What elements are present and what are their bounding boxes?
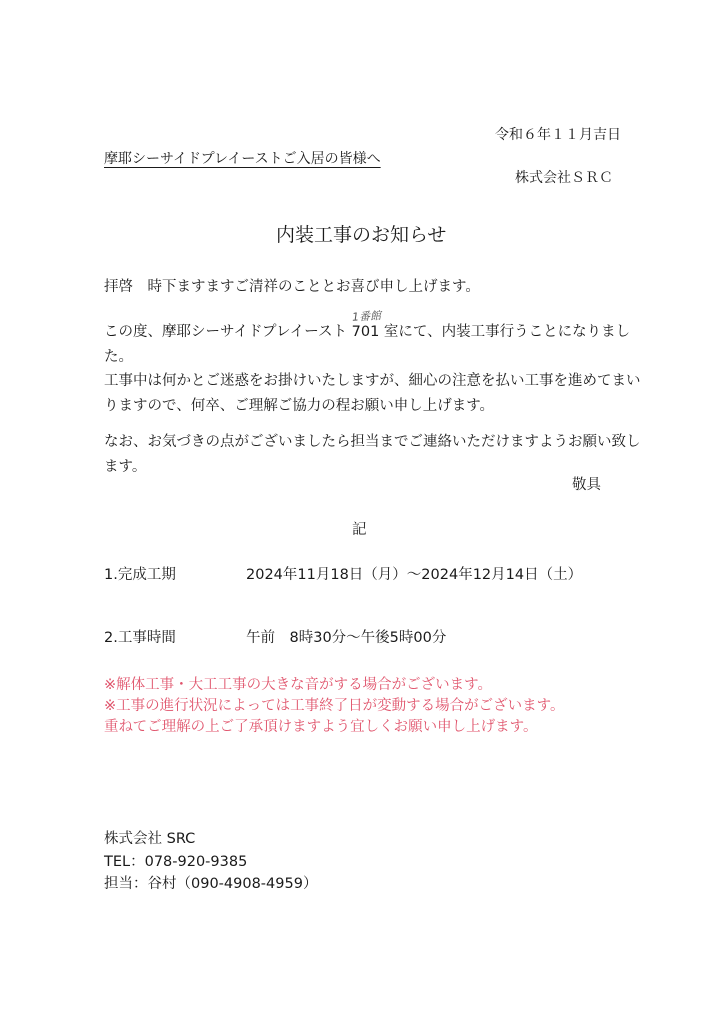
body-paragraph-3: なお、お気づきの点がございましたら担当までご連絡いただけますようお願い致します。 [104,434,641,475]
item-label-work-hours: 2.工事時間 [104,630,176,646]
item-value-completion-period: 2024年11月18日（月）～2024年12月14日（土） [246,567,583,583]
body-paragraph-2: 工事中は何かとご迷惑をお掛けいたしますが、細心の注意を払い工事を進めてまいりますので、何卒、ご理解ご協力の程お願い申し上げます。 [104,373,641,414]
contact-company: 株式会社 SRC [104,831,196,847]
ki-heading: 記 [352,522,367,538]
recipient-line: 摩耶シーサイドプレイーストご入居の皆様へ [104,151,381,167]
issue-date: 令和６年１１月吉日 [495,127,621,143]
note-line-2: ※工事の進行状況によっては工事終了日が変動する場合がございます。 [104,698,565,714]
closing-keigu: 敬具 [572,477,601,493]
sender-company: 株式会社ＳＲＣ [515,170,613,186]
contact-tel: TEL：078-920-9385 [104,854,248,870]
contact-person: 担当：谷村（090-4908-4959） [104,876,318,892]
note-line-3: 重ねてご理解の上ご了承頂けますよう宜しくお願い申し上げます。 [104,719,538,735]
note-line-1: ※解体工事・大工工事の大きな音がする場合がございます。 [104,677,492,693]
body-paragraph-1: この度、摩耶シーサイドプレイースト 701 室にて、内装工事行うことになりました。 [104,324,631,365]
item-label-completion-period: 1.完成工期 [104,567,176,583]
page-title: 内装工事のお知らせ [276,224,447,246]
greeting-text: 拝啓 時下ますますご清祥のこととお喜び申し上げます。 [104,279,480,295]
handwritten-note: 1番館 [351,309,382,324]
item-value-work-hours: 午前 8時30分～午後5時00分 [246,630,447,646]
